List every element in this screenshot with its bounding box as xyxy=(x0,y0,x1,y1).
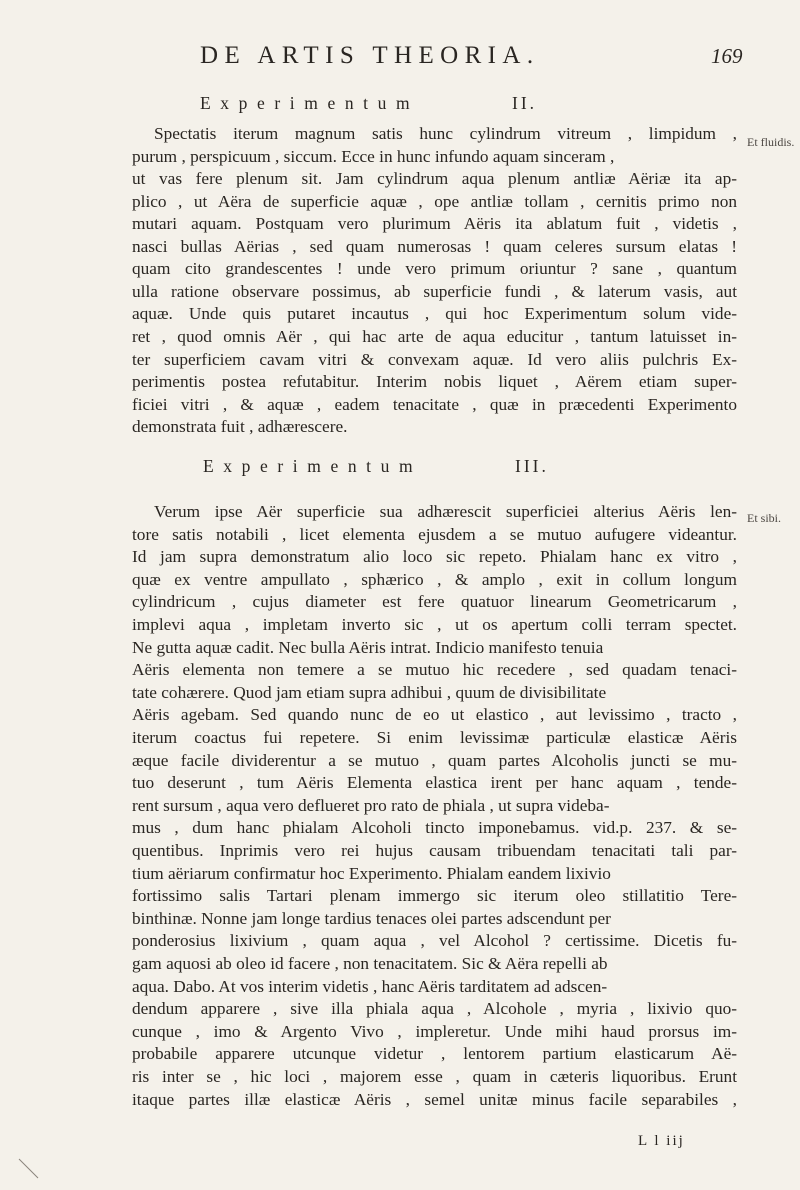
text-line xyxy=(0,370,800,394)
experiment-3-numeral: III. xyxy=(515,456,549,476)
text-line xyxy=(0,190,800,214)
text-line-content: cylindricum , cujus diameter est fere quatuor linearum Geometricarum , xyxy=(132,592,737,612)
page-corner-mark xyxy=(18,1158,40,1180)
page-number: 169 xyxy=(711,44,743,68)
text-line xyxy=(0,771,800,795)
experiment-2-numeral: II. xyxy=(512,93,538,113)
text-line xyxy=(0,325,800,349)
text-line xyxy=(0,975,800,999)
text-line-content: gam aquosi ab oleo id facere , non tenacitatem. Sic & Aëra repelli ab xyxy=(132,954,608,973)
text-line-content: rent sursum , aqua vero deflueret pro rato de phiala , ut supra videba- xyxy=(132,795,610,815)
text-line-content: tium aëriarum confirmatur hoc Experimento. Phialam eandem lixivio xyxy=(132,863,611,883)
text-line-content: Aëris elementa non temere a se mutuo hic recedere , sed quadam tenaci- xyxy=(132,660,737,680)
text-line-content: ponderosius lixivium , quam aqua , vel Alcohol ? certissime. Dicetis fu- xyxy=(132,931,737,951)
text-line xyxy=(0,500,800,524)
text-line-content: cunque , imo & Argento Vivo , impleretur. Unde mihi haud prorsus im- xyxy=(132,1021,737,1041)
text-line-content: implevi aqua , impletam inverto sic , ut os apertum colli terram spectet. xyxy=(132,615,737,634)
text-line-content: itaque partes illæ elasticæ Aëris , semel unitæ minus facile separabiles , xyxy=(132,1089,737,1109)
text-line-content: ris inter se , hic loci , majorem esse , quam in cæteris liquoribus. Erunt xyxy=(132,1067,737,1086)
text-line xyxy=(0,839,800,863)
text-line xyxy=(0,1042,800,1066)
text-line xyxy=(0,1065,800,1089)
text-line xyxy=(0,590,800,614)
text-line xyxy=(0,348,800,372)
text-line-content: ret , quod omnis Aër , qui hac arte de aqua educitur , tantum latuisset in- xyxy=(132,326,737,346)
text-line-content: quam cito grandescentes ! unde vero primum oriuntur ? sane , quantum xyxy=(132,259,738,279)
text-line xyxy=(0,523,800,547)
text-line xyxy=(0,636,800,660)
text-line xyxy=(0,929,800,953)
experiment-2-caption: Experimentum xyxy=(200,93,420,113)
text-line-content: ulla ratione observare possimus, ab superficie fundi , & laterum vasis, aut xyxy=(132,281,737,301)
text-line xyxy=(0,862,800,886)
text-line-content: ut vas fere plenum sit. Jam cylindrum aqua plenum antliæ Aëriæ ita ap- xyxy=(132,169,737,189)
experiment-3-heading xyxy=(0,456,800,480)
text-line xyxy=(0,884,800,908)
text-line-content: perimentis postea refutabitur. Interim nobis liquet , Aërem etiam super- xyxy=(132,372,737,392)
text-line xyxy=(0,816,800,840)
experiment-2-margin-note: Et fluidis. xyxy=(747,135,795,149)
text-line-content: purum , perspicuum , siccum. Ecce in hunc infundo aquam sinceram , xyxy=(132,146,615,166)
text-line-content: tate cohærere. Quod jam etiam supra adhibui , quum de divisibilitate xyxy=(132,682,607,702)
text-line-content: Spectatis iterum magnum satis hunc cylindrum vitreum , limpidum , xyxy=(154,124,737,143)
text-line-content: Verum ipse Aër superficie sua adhærescit superficiei alterius Aëris len- xyxy=(154,502,737,521)
text-line xyxy=(0,280,800,304)
text-line xyxy=(0,749,800,773)
text-line xyxy=(0,235,800,259)
text-line-content: fortissimo salis Tartari plenam immergo sic iterum oleo stillatitio Tere- xyxy=(132,886,737,906)
text-line xyxy=(0,393,800,417)
text-line xyxy=(0,907,800,931)
text-line xyxy=(0,415,800,439)
text-line-content: plico , ut Aëra de superficie aquæ , ope antliæ tollam , cernitis primo non xyxy=(132,191,737,211)
text-line xyxy=(0,997,800,1021)
experiment-2-heading xyxy=(0,93,800,117)
text-line xyxy=(0,1088,800,1112)
text-line xyxy=(0,122,800,146)
text-line-content: iterum coactus fui repetere. Si enim levissimæ particulæ elasticæ Aëris xyxy=(132,728,737,747)
text-line xyxy=(0,257,800,281)
text-line xyxy=(0,212,800,236)
text-line-content: dendum apparere , sive illa phiala aqua , Alcohole , myria , lixivio quo- xyxy=(132,999,737,1019)
text-line-content: ficiei vitri , & aquæ , eadem tenacitate , quæ in præcedenti Experimento xyxy=(132,394,738,414)
text-line-content: mus , dum hanc phialam Alcoholi tincto imponebamus. vid.p. 237. & se- xyxy=(132,818,737,838)
text-line xyxy=(0,658,800,682)
text-line xyxy=(0,726,800,750)
text-line-content: Aëris agebam. Sed quando nunc de eo ut elastico , aut levissimo , tracto , xyxy=(132,705,737,725)
text-line xyxy=(0,681,800,705)
running-title: DE ARTIS THEORIA. xyxy=(200,42,540,69)
text-line-content: nasci bullas Aërias , sed quam numerosas ! quam celeres sursum elatas ! xyxy=(132,236,737,256)
text-line xyxy=(0,794,800,818)
text-line-content: mutari aquam. Postquam vero plurimum Aëris ita ablatum fuit , videtis , xyxy=(132,214,737,234)
text-line-content: ter superficiem cavam vitri & convexam aquæ. Id vero aliis pulchris Ex- xyxy=(132,349,738,369)
text-line-content: quentibus. Inprimis vero rei hujus causam tribuendam tenacitati tali par- xyxy=(132,841,737,860)
text-line-content: tuo deserunt , tum Aëris Elementa elastica irent per hanc aquam , tende- xyxy=(132,773,737,793)
text-line xyxy=(0,545,800,569)
text-line-content: Ne gutta aquæ cadit. Nec bulla Aëris intrat. Indicio manifesto tenuia xyxy=(132,637,604,657)
text-line xyxy=(0,167,800,191)
text-line-content: tore satis notabili , licet elementa ejusdem a se mutuo aufugere videantur. xyxy=(132,524,737,544)
text-line xyxy=(0,145,800,169)
text-line xyxy=(0,703,800,727)
text-line xyxy=(0,568,800,592)
text-line-content: binthinæ. Nonne jam longe tardius tenaces olei partes adscendunt per xyxy=(132,908,611,928)
text-line-content: Id jam supra demonstratum alio loco sic repeto. Phialam hanc ex vitro , xyxy=(132,547,738,567)
text-line-content: aqua. Dabo. At vos interim videtis , hanc Aëris tarditatem ad adscen- xyxy=(132,976,608,996)
text-line-content: aquæ. Unde quis putaret incautus , qui hoc Experimentum solum vide- xyxy=(132,304,738,324)
text-line xyxy=(0,302,800,326)
text-line xyxy=(0,1020,800,1044)
text-line-content: æque facile dividerentur a se mutuo , quam partes Alcoholis juncti se mu- xyxy=(132,750,737,770)
experiment-3-margin-note: Et sibi. xyxy=(747,511,782,525)
text-line xyxy=(0,952,800,976)
experiment-3-caption: Experimentum xyxy=(203,456,423,476)
text-line xyxy=(0,613,800,637)
signature-mark: L l iij xyxy=(638,1133,685,1149)
running-head xyxy=(0,42,800,76)
text-line-content: demonstrata fuit , adhærescere. xyxy=(132,417,348,437)
text-line-content: quæ ex ventre ampullato , sphærico , & amplo , exit in collum longum xyxy=(132,569,737,589)
text-line-content: probabile apparere utcunque videtur , lentorem partium elasticarum Aë- xyxy=(132,1044,737,1064)
